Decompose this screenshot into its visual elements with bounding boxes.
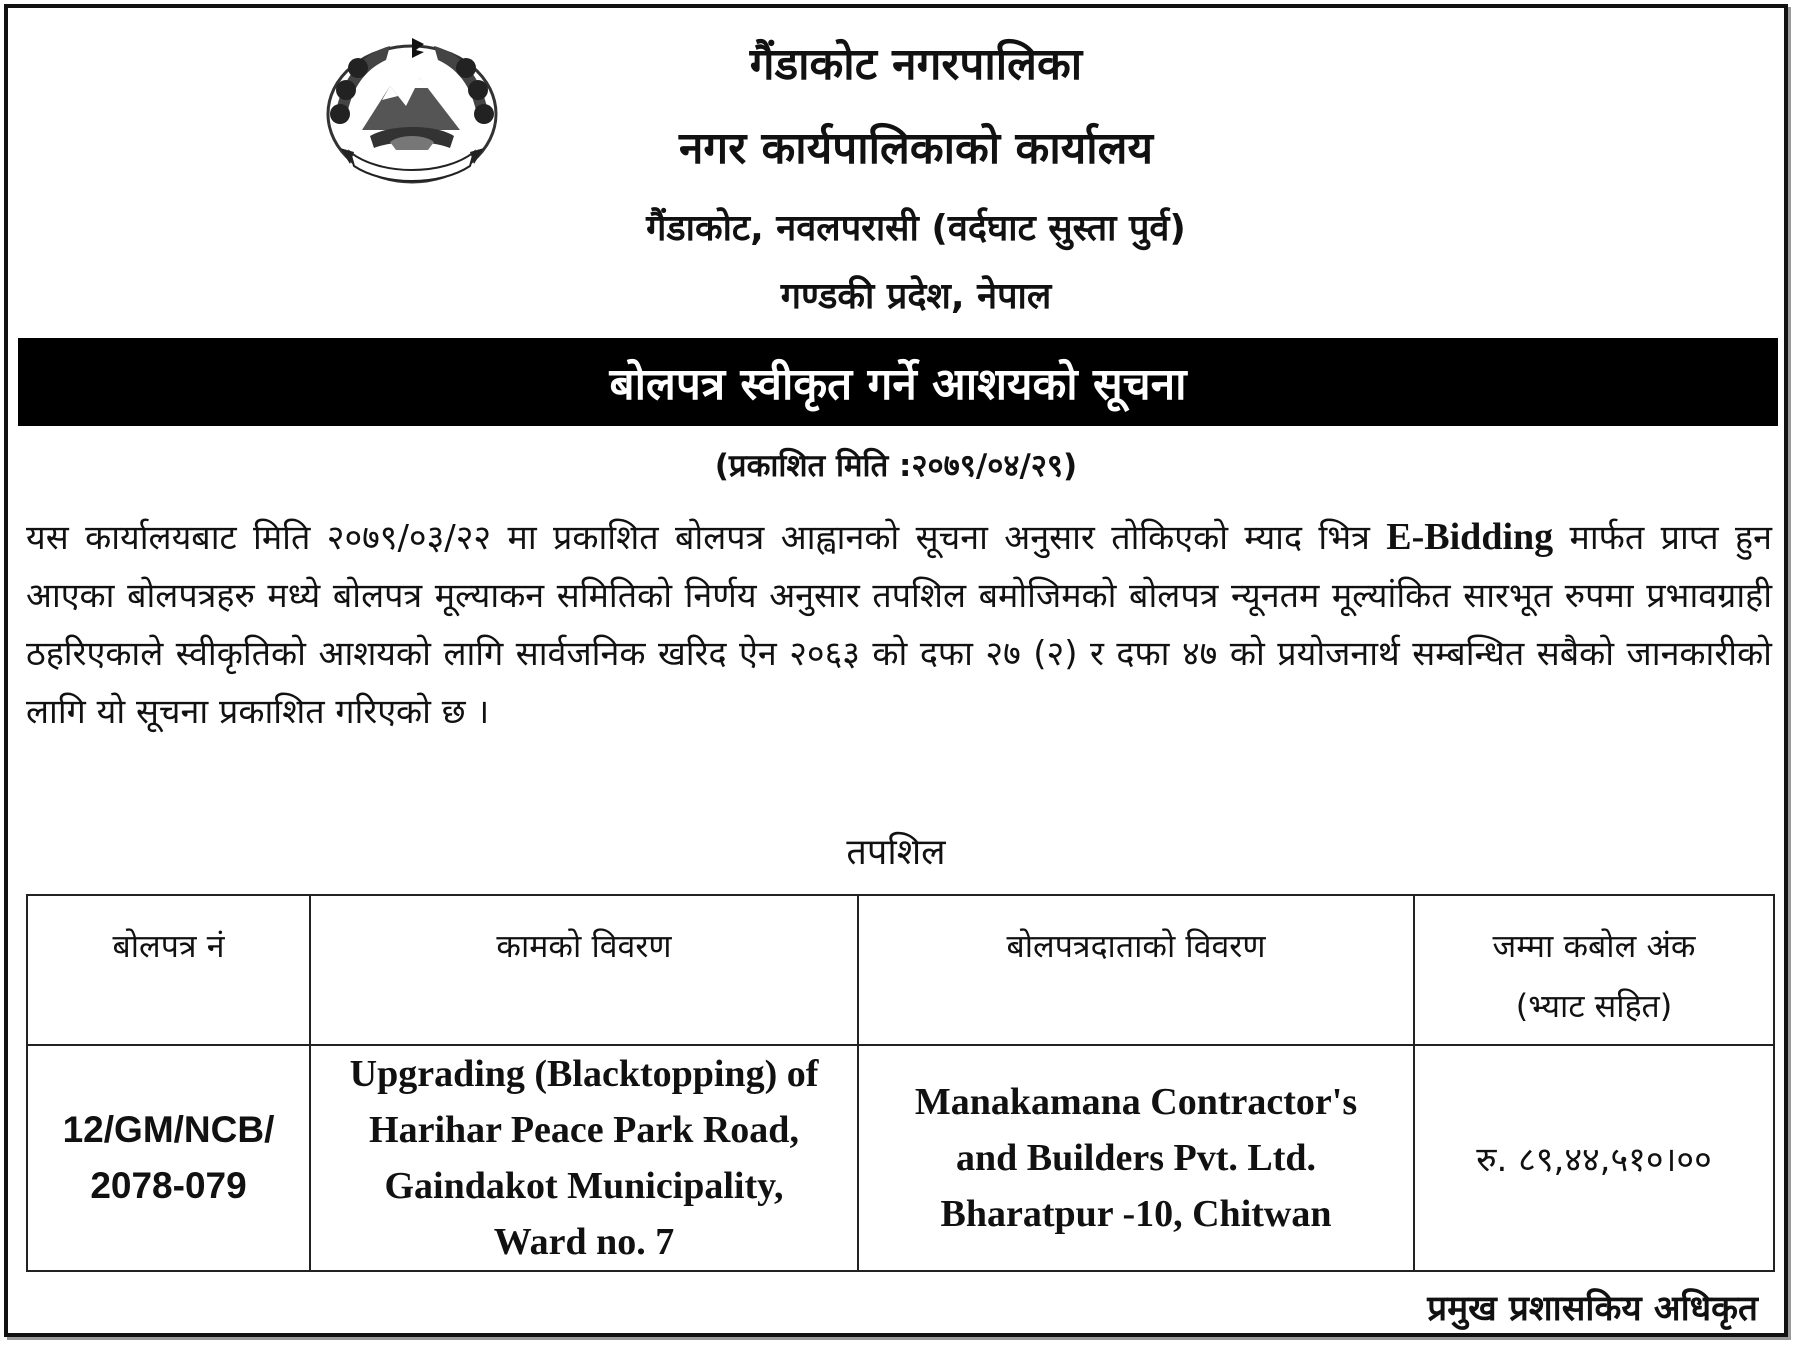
province-country: गण्डकी प्रदेश, नेपाल: [780, 276, 1052, 317]
notice-page: [4, 4, 1788, 1337]
bidder-line3: Bharatpur -10, Chitwan: [940, 1193, 1332, 1235]
body-text-end: मार्फत प्राप्त हुन आएका बोलपत्रहरु मध्ये बोलपत्र मूल्याकन समितिको निर्णय अनुसार तपशिल बमोजिमको बोलपत्र न्यूनतम मूल्यांकित सारभूत रुपमा प्रभावग्राही ठहरिएकाले स्वीकृतिको आशयको लागि सार्वजनिक खरिद ऐन २०६३ को दफा २७ (२) र दफा ४७ को प्रयोजनार्थ सम्बन्धित सबैको जानकारीको लागि यो सूचना प्रकाशित गरिएको छ ।: [26, 518, 1772, 732]
cell-amount: रु. ८९,४४,५१०।००: [1414, 1045, 1774, 1271]
office-name: नगर कार्यपालिकाको कार्यालय: [679, 123, 1153, 174]
bid-table: [26, 894, 1775, 1272]
col-header-work: कामको विवरण: [310, 895, 858, 1045]
notice-body: [26, 508, 1772, 741]
table-row: [27, 1045, 1774, 1271]
work-line3: Gaindakot Municipality,: [384, 1165, 784, 1207]
cell-bid-no: [27, 1045, 310, 1271]
col-header-amount: [1414, 895, 1774, 1045]
bidder-line2: and Builders Pvt. Ltd.: [955, 1137, 1317, 1179]
schedule-heading: तपशिल: [846, 832, 946, 873]
col-header-bidder: बोलपत्रदाताको विवरण: [858, 895, 1414, 1045]
amount-header-line2: (भ्याट सहित): [1515, 987, 1673, 1025]
office-address: गैंडाकोट, नवलपरासी (वर्दघाट सुस्ता पुर्व): [646, 208, 1186, 249]
body-text-start: यस कार्यालयबाट मिति २०७९/०३/२२ मा प्रकाशित बोलपत्र आह्वानको सूचना अनुसार तोकिएको म्याद भित्र: [26, 518, 1387, 558]
cell-bidder: [858, 1045, 1414, 1271]
bid-no-line2: 2078-079: [90, 1165, 247, 1206]
table-header-row: [27, 895, 1774, 1045]
cell-work: [310, 1045, 858, 1271]
work-line1: Upgrading (Blacktopping) of: [349, 1053, 819, 1095]
e-bidding-term: E-Bidding: [1386, 516, 1554, 558]
amount-header-line1: जम्मा कबोल अंक: [1492, 927, 1696, 965]
municipality-name: गैंडाकोट नगरपालिका: [749, 39, 1083, 90]
work-line2: Harihar Peace Park Road,: [369, 1109, 799, 1151]
bid-no-line1: 12/GM/NCB/: [62, 1109, 275, 1150]
published-date: (प्रकाशित मिति :२०७९/०४/२९): [714, 448, 1078, 484]
signatory: प्रमुख प्रशासकिय अधिकृत: [1427, 1289, 1758, 1329]
work-line4: Ward no. 7: [493, 1221, 675, 1263]
col-header-bid-no: बोलपत्र नं: [27, 895, 310, 1045]
notice-title: बोलपत्र स्वीकृत गर्ने आशयको सूचना: [18, 338, 1778, 426]
bidder-line1: Manakamana Contractor's: [914, 1081, 1358, 1123]
